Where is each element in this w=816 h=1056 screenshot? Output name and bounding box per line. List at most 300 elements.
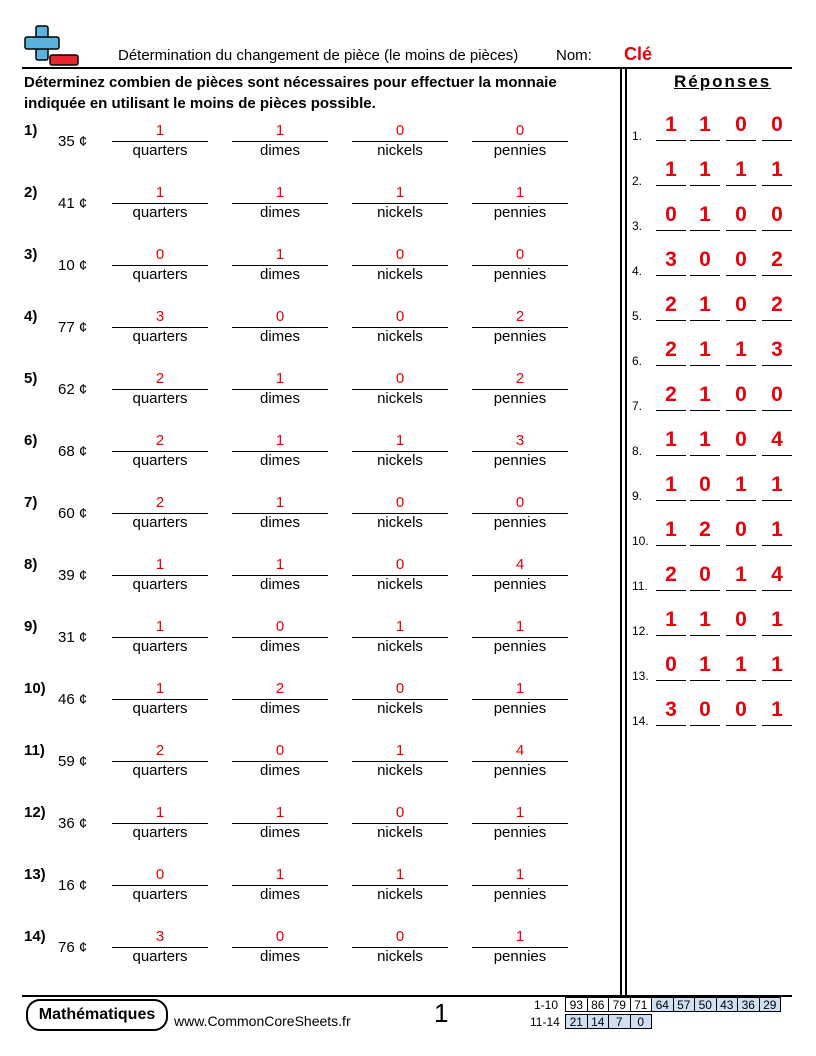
problem-row: [0, 246, 620, 306]
quarters-answer: 1: [155, 122, 165, 139]
answer-key-value: 0: [699, 248, 711, 271]
problem-amount: 10 ¢: [58, 257, 88, 274]
answer-key-underline: [762, 185, 792, 186]
dimes-label: dimes: [259, 452, 300, 469]
answer-key-value: 0: [735, 383, 747, 406]
pennies-answer: 3: [515, 432, 525, 449]
answer-key-underline: [656, 725, 686, 726]
answer-key-value: 1: [699, 653, 711, 676]
answer-key-row: [632, 158, 802, 198]
pennies-field: [472, 122, 568, 172]
answer-key-underline: [762, 365, 792, 366]
answer-key-underline: [690, 185, 720, 186]
pennies-field: [472, 308, 568, 358]
dimes-field: [232, 370, 328, 420]
dimes-answer: 1: [275, 556, 285, 573]
nickels-label: nickels: [377, 576, 423, 593]
answer-key-row: [632, 518, 802, 558]
nickels-answer: 0: [395, 556, 405, 573]
answer-key-underline: [656, 140, 686, 141]
answer-key-underline: [656, 455, 686, 456]
answer-key-value: 1: [665, 518, 677, 541]
quarters-field: [112, 432, 208, 482]
answer-key-underline: [762, 320, 792, 321]
nickels-answer: 0: [395, 680, 405, 697]
dimes-label: dimes: [259, 576, 300, 593]
answer-key-value: 1: [665, 608, 677, 631]
dimes-field: [232, 308, 328, 358]
pennies-field: [472, 432, 568, 482]
answer-key-row: [632, 473, 802, 513]
column-divider-left: [620, 68, 622, 996]
problem-amount: 68 ¢: [58, 443, 88, 460]
answer-key-value: 1: [665, 428, 677, 451]
quarters-label: quarters: [132, 390, 188, 407]
pennies-label: pennies: [493, 204, 547, 221]
pennies-label: pennies: [493, 142, 547, 159]
dimes-label: dimes: [259, 514, 300, 531]
answer-key-value: 1: [699, 158, 711, 181]
answer-key-value: 0: [699, 698, 711, 721]
dimes-label: dimes: [259, 948, 300, 965]
nickels-answer: 0: [395, 804, 405, 821]
answer-key-value: 1: [699, 293, 711, 316]
problem-row: [0, 618, 620, 678]
answer-key-number: 14.: [632, 714, 649, 728]
quarters-field: [112, 308, 208, 358]
answer-key-value: 2: [665, 338, 677, 361]
quarters-answer: 2: [155, 742, 165, 759]
answer-key-value: 2: [771, 293, 783, 316]
quarters-field: [112, 556, 208, 606]
nickels-label: nickels: [377, 948, 423, 965]
problem-number: 10): [24, 680, 46, 697]
problem-amount: 16 ¢: [58, 877, 88, 894]
nickels-field: [352, 866, 448, 916]
answer-key-underline: [726, 500, 756, 501]
pennies-field: [472, 618, 568, 668]
column-divider-right: [625, 68, 627, 996]
quarters-label: quarters: [132, 266, 188, 283]
answer-key-number: 9.: [632, 489, 643, 503]
answer-key-value: 1: [665, 473, 677, 496]
dimes-label: dimes: [259, 886, 300, 903]
problem-amount: 35 ¢: [58, 133, 88, 150]
pennies-answer: 0: [515, 246, 525, 263]
problem-number: 5): [24, 370, 38, 387]
nickels-field: [352, 246, 448, 296]
quarters-answer: 1: [155, 618, 165, 635]
nickels-label: nickels: [377, 700, 423, 717]
pennies-label: pennies: [493, 700, 547, 717]
answer-key-underline: [762, 545, 792, 546]
subject-badge: Mathématiques: [26, 999, 168, 1031]
pennies-field: [472, 184, 568, 234]
quarters-field: [112, 928, 208, 978]
answer-key-value: 0: [771, 113, 783, 136]
answer-key-value: 1: [699, 608, 711, 631]
problem-number: 7): [24, 494, 38, 511]
problem-row: [0, 184, 620, 244]
answer-key-row: [632, 293, 802, 333]
problem-number: 4): [24, 308, 38, 325]
answer-key-value: 1: [735, 653, 747, 676]
problem-row: [0, 370, 620, 430]
pennies-label: pennies: [493, 638, 547, 655]
dimes-label: dimes: [259, 824, 300, 841]
answer-key-underline: [726, 275, 756, 276]
nickels-field: [352, 432, 448, 482]
answer-key-value: 0: [735, 203, 747, 226]
answer-key-value: 0: [735, 428, 747, 451]
answer-key-number: 13.: [632, 669, 649, 683]
dimes-answer: 1: [275, 432, 285, 449]
nickels-label: nickels: [377, 328, 423, 345]
nickels-label: nickels: [377, 452, 423, 469]
answer-key-value: 1: [699, 203, 711, 226]
problem-number: 1): [24, 122, 38, 139]
score-cell: 64: [651, 997, 674, 1012]
quarters-answer: 1: [155, 804, 165, 821]
nickels-answer: 0: [395, 122, 405, 139]
answer-key-value: 1: [771, 698, 783, 721]
nickels-answer: 1: [395, 618, 405, 635]
answer-key-number: 1.: [632, 129, 643, 143]
answer-key-row: [632, 563, 802, 603]
problem-number: 3): [24, 246, 38, 263]
nickels-field: [352, 742, 448, 792]
problem-row: [0, 742, 620, 802]
answer-key-underline: [762, 410, 792, 411]
answer-key-value: 1: [735, 563, 747, 586]
answer-key-value: 1: [699, 338, 711, 361]
dimes-answer: 1: [275, 370, 285, 387]
score-cell: 7: [608, 1014, 631, 1029]
nickels-field: [352, 308, 448, 358]
quarters-label: quarters: [132, 824, 188, 841]
answer-key-row: [632, 653, 802, 693]
quarters-label: quarters: [132, 762, 188, 779]
pennies-answer: 0: [515, 122, 525, 139]
pennies-label: pennies: [493, 576, 547, 593]
answer-key-underline: [726, 680, 756, 681]
answer-key-row: [632, 428, 802, 468]
answer-key-underline: [656, 590, 686, 591]
problem-row: [0, 432, 620, 492]
problem-number: 14): [24, 928, 46, 945]
answer-key-number: 10.: [632, 534, 649, 548]
answer-key-value: 0: [735, 698, 747, 721]
answer-key-underline: [726, 365, 756, 366]
nickels-label: nickels: [377, 204, 423, 221]
answer-key-number: 4.: [632, 264, 643, 278]
answer-key-value: 1: [665, 113, 677, 136]
answer-key-underline: [762, 275, 792, 276]
pennies-answer: 1: [515, 680, 525, 697]
quarters-label: quarters: [132, 700, 188, 717]
problem-amount: 46 ¢: [58, 691, 88, 708]
quarters-answer: 3: [155, 928, 165, 945]
answer-key-number: 11.: [632, 579, 648, 593]
dimes-field: [232, 184, 328, 234]
dimes-label: dimes: [259, 762, 300, 779]
problem-amount: 41 ¢: [58, 195, 88, 212]
score-cell: 71: [630, 997, 653, 1012]
pennies-field: [472, 370, 568, 420]
worksheet-title: Détermination du changement de pièce (le moins de pièces): [118, 47, 519, 64]
dimes-answer: 2: [275, 680, 285, 697]
answer-key-underline: [656, 230, 686, 231]
answer-key-value: 0: [735, 608, 747, 631]
dimes-field: [232, 742, 328, 792]
answer-key-value: 0: [771, 383, 783, 406]
nickels-answer: 0: [395, 494, 405, 511]
answer-key-value: 1: [771, 473, 783, 496]
nickels-answer: 1: [395, 432, 405, 449]
page-number: 1: [434, 998, 449, 1028]
answer-key-label: Clé: [624, 44, 653, 64]
dimes-field: [232, 432, 328, 482]
problem-number: 13): [24, 866, 46, 883]
pennies-field: [472, 928, 568, 978]
quarters-label: quarters: [132, 948, 188, 965]
answer-key-value: 0: [735, 518, 747, 541]
answer-key-underline: [690, 320, 720, 321]
answer-key-underline: [656, 320, 686, 321]
nickels-field: [352, 494, 448, 544]
answer-key-underline: [690, 725, 720, 726]
quarters-answer: 1: [155, 680, 165, 697]
answer-key-underline: [656, 545, 686, 546]
quarters-answer: 2: [155, 432, 165, 449]
answer-key-number: 6.: [632, 354, 643, 368]
answer-key-value: 1: [699, 113, 711, 136]
problem-amount: 77 ¢: [58, 319, 88, 336]
answer-key-value: 1: [699, 383, 711, 406]
quarters-answer: 2: [155, 494, 165, 511]
answer-key-row: [632, 203, 802, 243]
nickels-answer: 0: [395, 928, 405, 945]
score-cell: 43: [716, 997, 739, 1012]
answer-key-underline: [726, 725, 756, 726]
pennies-answer: 4: [515, 742, 525, 759]
dimes-field: [232, 618, 328, 668]
site-url: www.CommonCoreSheets.fr: [174, 1013, 351, 1029]
quarters-answer: 1: [155, 184, 165, 201]
quarters-label: quarters: [132, 142, 188, 159]
nickels-field: [352, 184, 448, 234]
quarters-label: quarters: [132, 328, 188, 345]
quarters-answer: 0: [155, 866, 165, 883]
nickels-label: nickels: [377, 390, 423, 407]
pennies-field: [472, 804, 568, 854]
answer-key-number: 8.: [632, 444, 643, 458]
problem-amount: 59 ¢: [58, 753, 88, 770]
nickels-label: nickels: [377, 142, 423, 159]
dimes-answer: 1: [275, 246, 285, 263]
dimes-answer: 1: [275, 494, 285, 511]
nickels-field: [352, 680, 448, 730]
dimes-field: [232, 556, 328, 606]
pennies-field: [472, 494, 568, 544]
problem-number: 12): [24, 804, 46, 821]
pennies-answer: 1: [515, 866, 525, 883]
score-cell: 36: [737, 997, 760, 1012]
answer-key-value: 2: [665, 293, 677, 316]
instructions: Déterminez combien de pièces sont nécessaires pour effectuer la monnaie indiquée en utilisant le moins de pièces possible.: [24, 74, 557, 112]
answer-key-underline: [656, 500, 686, 501]
answer-key-value: 0: [735, 293, 747, 316]
quarters-label: quarters: [132, 576, 188, 593]
quarters-label: quarters: [132, 886, 188, 903]
quarters-field: [112, 618, 208, 668]
dimes-answer: 0: [275, 308, 285, 325]
answer-key-value: 2: [771, 248, 783, 271]
answer-key-row: [632, 338, 802, 378]
answer-key-underline: [656, 410, 686, 411]
answer-key-underline: [656, 185, 686, 186]
answer-key-row: [632, 608, 802, 648]
nickels-field: [352, 804, 448, 854]
dimes-answer: 1: [275, 804, 285, 821]
answer-key-underline: [762, 590, 792, 591]
dimes-label: dimes: [259, 390, 300, 407]
answer-key-underline: [690, 545, 720, 546]
dimes-field: [232, 680, 328, 730]
score-row-label: 1-10: [534, 998, 559, 1012]
problem-number: 11): [24, 742, 45, 759]
nickels-label: nickels: [377, 886, 423, 903]
answer-key-row: [632, 383, 802, 423]
quarters-answer: 3: [155, 308, 165, 325]
answer-key-value: 0: [735, 113, 747, 136]
quarters-field: [112, 370, 208, 420]
answer-key-value: 0: [735, 248, 747, 271]
problem-amount: 60 ¢: [58, 505, 88, 522]
problem-row: [0, 556, 620, 616]
pennies-answer: 0: [515, 494, 525, 511]
answer-key-value: 1: [735, 158, 747, 181]
quarters-label: quarters: [132, 638, 188, 655]
dimes-answer: 1: [275, 184, 285, 201]
pennies-answer: 1: [515, 804, 525, 821]
answer-key-underline: [690, 500, 720, 501]
answers-title: Réponses: [674, 72, 772, 91]
score-cell: 93: [565, 997, 588, 1012]
nickels-label: nickels: [377, 638, 423, 655]
pennies-field: [472, 866, 568, 916]
problem-row: [0, 804, 620, 864]
answer-key-underline: [726, 455, 756, 456]
answer-key-value: 3: [665, 698, 677, 721]
answer-key-underline: [726, 320, 756, 321]
answer-key-number: 5.: [632, 309, 643, 323]
answer-key-underline: [762, 455, 792, 456]
problem-row: [0, 122, 620, 182]
pennies-label: pennies: [493, 514, 547, 531]
answer-key-underline: [726, 590, 756, 591]
dimes-label: dimes: [259, 266, 300, 283]
pennies-label: pennies: [493, 948, 547, 965]
answer-key-row: [632, 113, 802, 153]
answer-key-underline: [690, 230, 720, 231]
answer-key-value: 1: [735, 338, 747, 361]
answer-key-value: 2: [665, 563, 677, 586]
answer-key-underline: [690, 635, 720, 636]
nickels-answer: 0: [395, 246, 405, 263]
pennies-field: [472, 246, 568, 296]
plus-minus-logo-icon: [22, 24, 82, 68]
dimes-answer: 1: [275, 866, 285, 883]
problem-row: [0, 494, 620, 554]
pennies-label: pennies: [493, 824, 547, 841]
pennies-label: pennies: [493, 886, 547, 903]
answer-key-value: 1: [665, 158, 677, 181]
score-cell: 79: [608, 997, 631, 1012]
nickels-field: [352, 618, 448, 668]
quarters-label: quarters: [132, 452, 188, 469]
name-label: Nom:: [556, 47, 592, 64]
pennies-label: pennies: [493, 390, 547, 407]
quarters-field: [112, 742, 208, 792]
header-divider: [22, 67, 792, 69]
dimes-answer: 0: [275, 742, 285, 759]
pennies-label: pennies: [493, 452, 547, 469]
score-cell: 29: [759, 997, 782, 1012]
pennies-field: [472, 556, 568, 606]
dimes-field: [232, 928, 328, 978]
problem-number: 8): [24, 556, 38, 573]
nickels-field: [352, 370, 448, 420]
nickels-field: [352, 556, 448, 606]
answer-key-value: 0: [665, 203, 677, 226]
problem-amount: 62 ¢: [58, 381, 88, 398]
quarters-label: quarters: [132, 204, 188, 221]
pennies-field: [472, 680, 568, 730]
answer-key-value: 1: [771, 518, 783, 541]
nickels-answer: 0: [395, 370, 405, 387]
answer-key-value: 3: [665, 248, 677, 271]
nickels-answer: 1: [395, 184, 405, 201]
problem-number: 9): [24, 618, 38, 635]
answer-key-underline: [726, 140, 756, 141]
answer-key-underline: [656, 680, 686, 681]
score-row-label: 11-14: [530, 1015, 560, 1029]
answer-key-underline: [762, 230, 792, 231]
nickels-label: nickels: [377, 762, 423, 779]
quarters-field: [112, 804, 208, 854]
answer-key-number: 2.: [632, 174, 643, 188]
dimes-label: dimes: [259, 638, 300, 655]
problem-row: [0, 866, 620, 926]
answer-key-number: 12.: [632, 624, 649, 638]
dimes-label: dimes: [259, 142, 300, 159]
dimes-field: [232, 866, 328, 916]
answer-key-value: 0: [699, 473, 711, 496]
answer-key-value: 2: [665, 383, 677, 406]
dimes-answer: 1: [275, 122, 285, 139]
dimes-field: [232, 246, 328, 296]
answer-key-underline: [690, 455, 720, 456]
problem-amount: 36 ¢: [58, 815, 88, 832]
nickels-answer: 1: [395, 742, 405, 759]
nickels-answer: 1: [395, 866, 405, 883]
problem-row: [0, 680, 620, 740]
answer-key-value: 0: [665, 653, 677, 676]
pennies-answer: 1: [515, 618, 525, 635]
pennies-answer: 2: [515, 308, 525, 325]
answer-key-value: 0: [771, 203, 783, 226]
